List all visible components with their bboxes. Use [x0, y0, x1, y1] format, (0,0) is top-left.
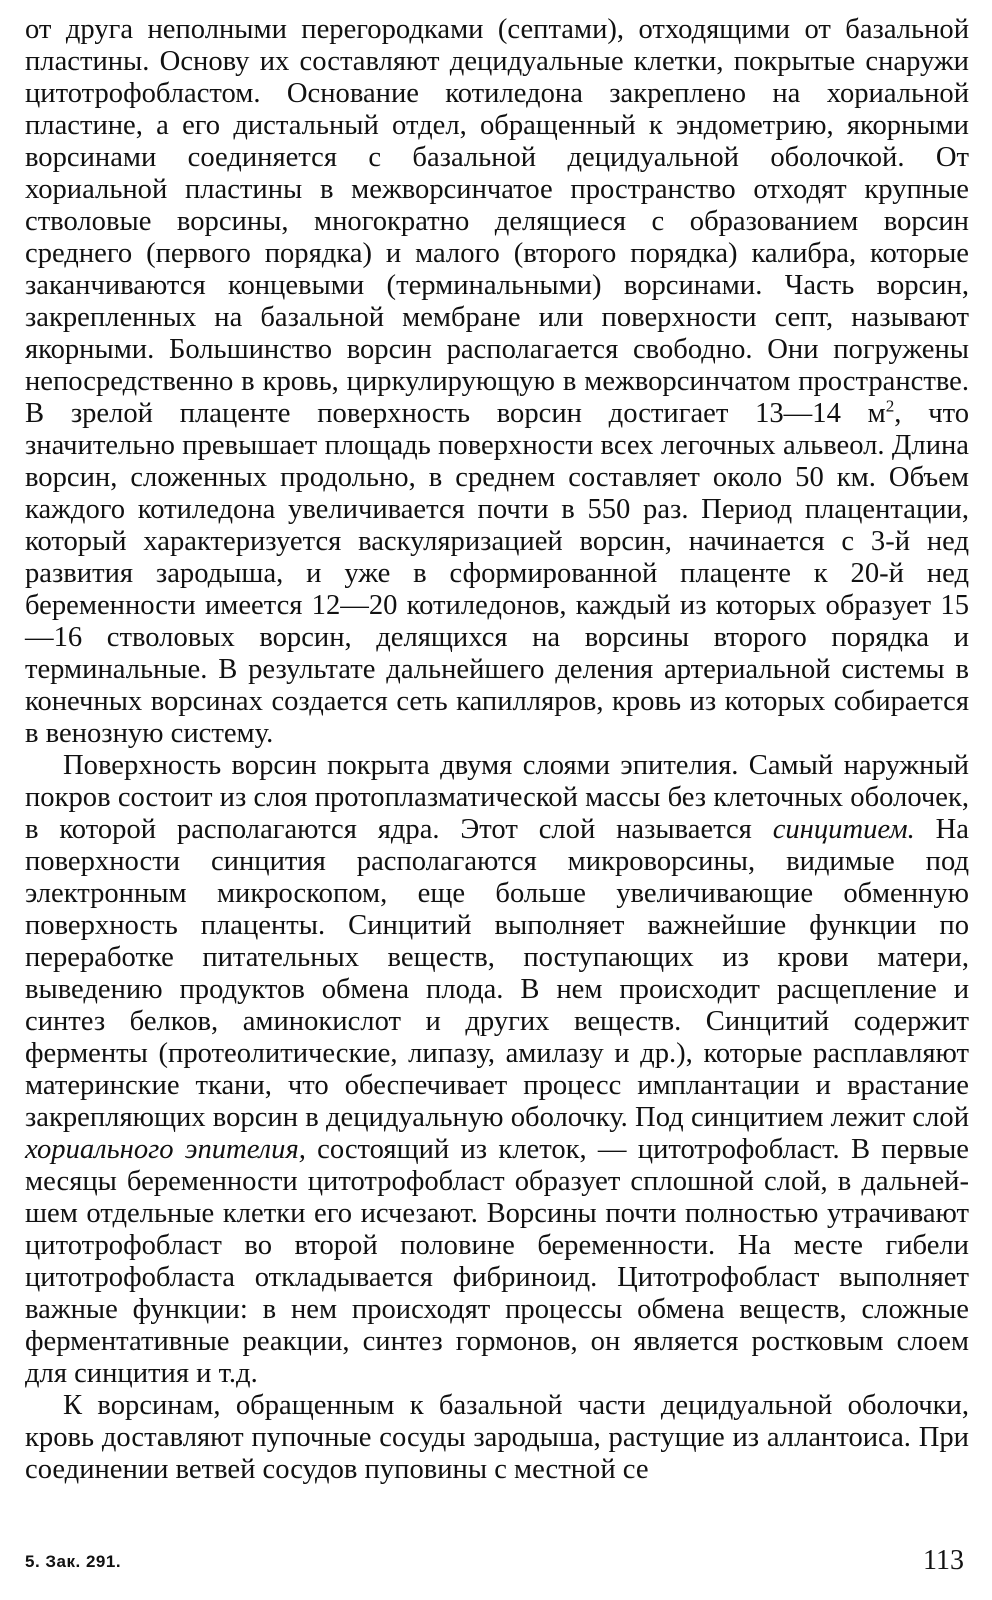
- page-number: 113: [923, 1545, 964, 1576]
- page-body: [25, 14, 969, 1486]
- paragraph-3-text: К ворсинам, обращенным к базальной части децидуальной оболочки, кровь доставляют пупочные сосуды зародыша, растущие из аллантоиса. При соединении ветвей сосудов пуповины с местной се: [25, 1390, 969, 1485]
- paragraph-2-text-b: На поверхности синцития располагаются микроворсины, видимые под электронным микроскопом, еще больше увеличивающие обменную поверхность плаценты. Синцитий выполняет важнейшие функции по переработке питательных веществ, поступающих из крови матери, выведению продуктов обмена плода. В нем происходит расщепление и синтез белков, аминокислот и других веществ. Синцитий содержит ферменты (протеолитические, липазу, амилазу и др.), которые расплавляют материнские ткани, что обеспечивает процесс имплантации и врастание закрепляющих ворсин в децидуальную оболочку. Под синцитием лежит слой: [25, 814, 969, 1133]
- paragraph-2: [25, 750, 969, 1390]
- paragraph-1-text-b: , что значительно превышает площадь поверхности всех легочных альвеол. Длина ворсин, сложенных продольно, в среднем составляет около 50 км. Объем каждого котиледона увеличивается почти в 550 раз. Период плацентации, который характеризуется васкуляризацией ворсин, начинается с 3-й нед развития зародыша, и уже в сформированной плаценте к 20-й нед беременности имеется 12—20 котиледонов, каждый из которых образует 15—16 стволовых ворсин, делящихся на ворсины второго порядка и терминальные. В результате дальнейшего деления артериальной системы в конечных ворсинах создается сеть капилляров, кровь из которых собирается в венозную систему.: [25, 398, 969, 749]
- term-chorionic-epithelium: хориального эпителия,: [25, 1134, 306, 1165]
- term-syncytium: синцитием.: [772, 814, 915, 845]
- paragraph-3: [25, 1390, 969, 1486]
- superscript-2: 2: [885, 396, 895, 416]
- paragraph-1: [25, 14, 969, 750]
- paragraph-2-text-a: Поверхность ворсин покрыта двумя слоями эпителия. Самый наружный покров состоит из слоя протоплазматической массы без клеточных оболочек, в которой располагаются ядра. Этот слой называется: [25, 750, 969, 845]
- printer-signature: 5. Зак. 291.: [25, 1552, 122, 1571]
- paragraph-2-text-c: состоящий из клеток, — цитотрофобласт. В первые месяцы беременности цитотрофобласт образует сплошной слой, в дальнейшем отдельные клетки его исчезают. Ворсины почти полностью утрачивают цитотрофобласт во второй половине беременности. На месте гибели цитотрофобласта откладывается фибриноид. Цитотрофобласт выполняет важные функции: в нем происходят процессы обмена веществ, сложные ферментативные реакции, синтез гормонов, он является ростковым слоем для синцития и т.д.: [25, 1134, 969, 1389]
- paragraph-1-text-a: от друга неполными перегородками (септами), отходящими от базальной пластины. Основу их составляют децидуальные клетки, покрытые снаружи цитотрофобластом. Основание котиледона закреплено на хориальной пластине, а его дистальный отдел, обращенный к эндометрию, якорными ворсинами соединяется с базальной децидуальной оболочкой. От хориальной пластины в межворсинчатое пространство отходят крупные стволовые ворсины, многократно делящиеся с образованием ворсин среднего (первого порядка) и малого (второго порядка) калибра, которые заканчиваются концевыми (терминальными) ворсинами. Часть ворсин, закрепленных на базальной мембране или поверхности септ, называют якорными. Большинство ворсин располагается свободно. Они погружены непосредственно в кровь, циркулирующую в межворсинчатом пространстве. В зрелой плаценте поверхность ворсин достигает 13—14 м: [25, 14, 969, 429]
